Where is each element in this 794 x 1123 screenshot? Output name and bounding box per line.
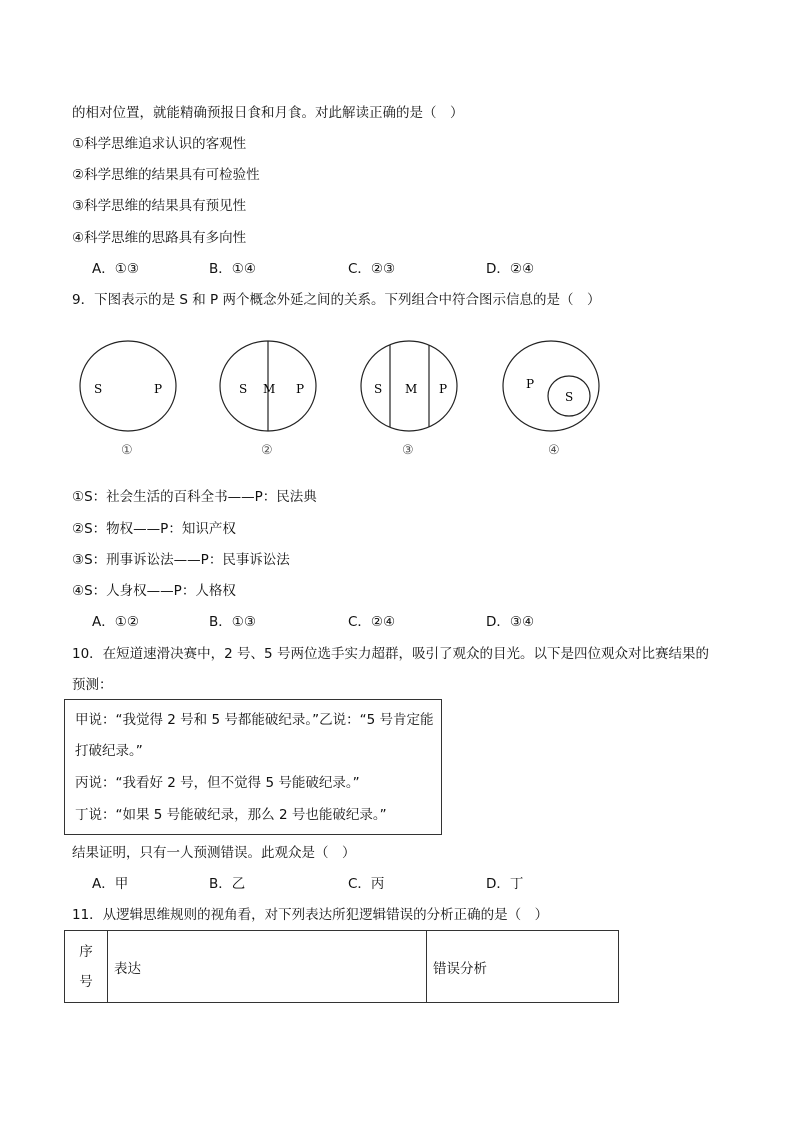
q8-statement-4: ④科学思维的思路具有多向性 [72, 230, 247, 246]
q8-option-d[interactable]: D．②④ [486, 261, 535, 277]
q8-statement-3: ③科学思维的结果具有预见性 [72, 198, 247, 214]
q9-statement-2: ②S：物权——P：知识产权 [72, 521, 236, 537]
q8-option-a[interactable]: A．①③ [92, 261, 139, 277]
diagram-2-m: M [263, 382, 276, 396]
prediction-line-4: 丁说：“如果 5 号能破纪录，那么 2 号也能破纪录。” [75, 807, 387, 823]
prediction-line-3: 丙说：“我看好 2 号，但不觉得 5 号能破纪录。” [75, 775, 360, 791]
q8-statement-2: ②科学思维的结果具有可检验性 [72, 167, 260, 183]
concept-diagrams [0, 330, 794, 465]
q9-statement-1: ①S：社会生活的百科全书——P：民法典 [72, 489, 317, 505]
q10-option-c[interactable]: C．丙 [348, 876, 385, 892]
diagram-1-s: S [94, 382, 103, 396]
q9-option-c[interactable]: C．②④ [348, 614, 396, 630]
q10-option-d[interactable]: D．丁 [486, 876, 524, 892]
q10-stem-line-1: 10．在短道速滑决赛中，2 号、5 号两位选手实力超群，吸引了观众的目光。以下是四位观众对比赛结果的 [72, 646, 709, 662]
q9-option-b[interactable]: B．①③ [209, 614, 256, 630]
header-col-analysis: 错误分析 [427, 931, 619, 1003]
q8-stem-tail: 的相对位置，就能精确预报日食和月食。对此解读正确的是（ ） [72, 105, 464, 121]
diagram-3-s: S [374, 382, 383, 396]
prediction-line-2: 打破纪录。” [75, 743, 143, 759]
diagram-4-s: S [565, 390, 574, 404]
q9-statement-3: ③S：刑事诉讼法——P：民事诉讼法 [72, 552, 290, 568]
diagram-4 [503, 341, 599, 431]
q10-option-a[interactable]: A．甲 [92, 876, 129, 892]
diagram-2-p: P [296, 382, 305, 396]
q9-stem: 9．下图表示的是 S 和 P 两个概念外延之间的关系。下列组合中符合图示信息的是（ ） [72, 292, 601, 308]
header-col-seq [65, 931, 108, 1003]
q11-stem: 11．从逻辑思维规则的视角看，对下列表达所犯逻辑错误的分析正确的是（ ） [72, 907, 549, 923]
diagram-3-m: M [405, 382, 418, 396]
diagram-2-label: ② [261, 443, 273, 458]
q8-statement-1: ①科学思维追求认识的客观性 [72, 136, 247, 152]
q9-statement-4: ④S：人身权——P：人格权 [72, 583, 236, 599]
diagram-3-label: ③ [402, 443, 414, 458]
q11-table [64, 930, 619, 1003]
q9-option-a[interactable]: A．①② [92, 614, 139, 630]
header-col-seq-2: 号 [79, 973, 93, 990]
diagram-4-p: P [526, 377, 535, 391]
table-header-row [65, 931, 619, 1003]
diagram-2-s: S [239, 382, 248, 396]
diagram-1-label: ① [121, 443, 133, 458]
q9-option-d[interactable]: D．③④ [486, 614, 535, 630]
diagram-1-p: P [154, 382, 163, 396]
q8-option-c[interactable]: C．②③ [348, 261, 396, 277]
q10-option-b[interactable]: B．乙 [209, 876, 246, 892]
q10-result: 结果证明，只有一人预测错误。此观众是（ ） [72, 845, 356, 861]
q10-stem-line-2: 预测： [72, 677, 113, 693]
diagram-3-p: P [439, 382, 448, 396]
diagram-4-label: ④ [548, 443, 560, 458]
header-col-expression: 表达 [108, 931, 427, 1003]
q8-option-b[interactable]: B．①④ [209, 261, 256, 277]
prediction-line-1: 甲说：“我觉得 2 号和 5 号都能破纪录。”乙说：“5 号肯定能 [75, 712, 434, 728]
prediction-box [64, 699, 442, 835]
header-col-seq-1: 序 [79, 943, 93, 960]
